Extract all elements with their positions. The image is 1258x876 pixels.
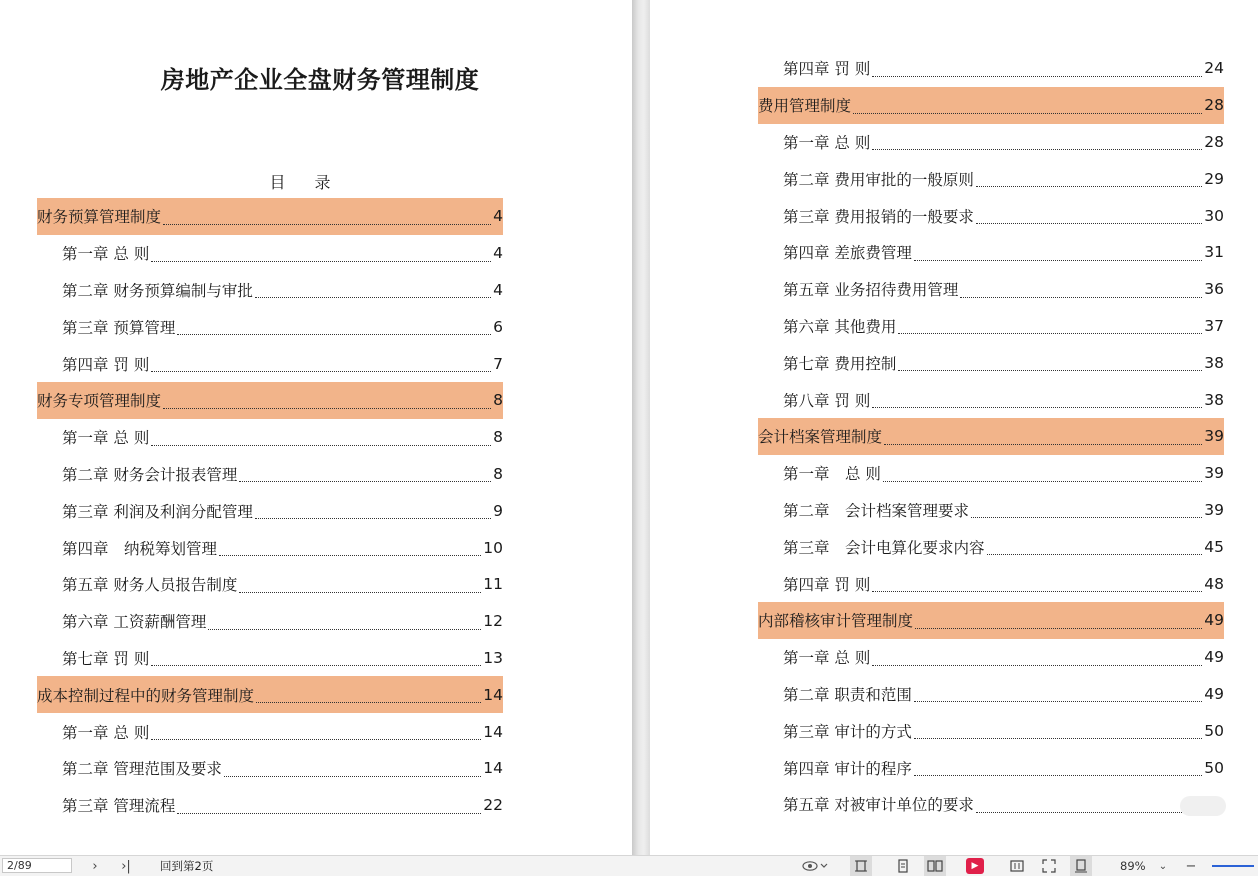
toc-entry-label: 第二章 职责和范围 bbox=[783, 685, 912, 704]
toc-dot-leader bbox=[219, 554, 481, 556]
toc-page-number: 37 bbox=[1204, 316, 1224, 335]
toc-chapter-entry[interactable] bbox=[37, 750, 503, 787]
toc-chapter-entry[interactable] bbox=[758, 455, 1224, 492]
status-bar bbox=[0, 855, 1258, 876]
toc-page-number: 12 bbox=[483, 612, 503, 631]
toc-chapter-entry[interactable] bbox=[37, 456, 503, 493]
toc-entry-label: 第五章 财务人员报告制度 bbox=[62, 576, 238, 595]
page-number-input[interactable] bbox=[2, 858, 72, 873]
toc-page-number: 49 bbox=[1204, 611, 1224, 630]
toc-entry-label: 第二章 费用审批的一般原则 bbox=[783, 170, 974, 189]
toc-page-number: 22 bbox=[483, 796, 503, 815]
toc-page-number: 24 bbox=[1204, 59, 1224, 78]
toc-chapter-entry[interactable] bbox=[37, 235, 503, 272]
eye-icon bbox=[802, 860, 828, 872]
fit-page-button[interactable] bbox=[1038, 856, 1060, 876]
toc-entry-label: 第八章 罚 则 bbox=[783, 391, 871, 410]
two-page-icon bbox=[927, 859, 943, 873]
toc-dot-leader bbox=[239, 591, 481, 593]
toc-chapter-entry[interactable] bbox=[758, 308, 1224, 345]
toc-page-number: 4 bbox=[493, 244, 503, 263]
zoom-slider[interactable] bbox=[1212, 865, 1254, 867]
toc-entry-label: 第一章 总 则 bbox=[783, 649, 871, 668]
toc-page-number: 8 bbox=[493, 428, 503, 447]
toc-page-number: 30 bbox=[1204, 206, 1224, 225]
toc-entry-label: 第二章 财务会计报表管理 bbox=[62, 465, 238, 484]
toc-page-number: 4 bbox=[493, 280, 503, 299]
toc-dot-leader bbox=[151, 738, 481, 740]
toc-chapter-entry[interactable] bbox=[758, 124, 1224, 161]
toc-page-number: 31 bbox=[1204, 243, 1224, 262]
toc-page-number: 39 bbox=[1204, 464, 1224, 483]
eye-protection-toggle[interactable] bbox=[800, 856, 830, 876]
toc-entry-label: 第四章 审计的程序 bbox=[783, 759, 912, 778]
toc-entry-label: 财务专项管理制度 bbox=[37, 392, 162, 411]
toc-chapter-entry[interactable] bbox=[37, 308, 503, 345]
toc-entry-label: 第二章 会计档案管理要求 bbox=[783, 501, 970, 520]
toc-chapter-entry[interactable] bbox=[37, 419, 503, 456]
toc-entry-label: 第一章 总 则 bbox=[783, 133, 871, 152]
toc-chapter-entry[interactable] bbox=[758, 50, 1224, 87]
toc-dot-leader bbox=[872, 75, 1202, 77]
toc-entry-label: 第一章 总 则 bbox=[783, 465, 881, 484]
toc-chapter-entry[interactable] bbox=[37, 603, 503, 640]
last-page-button[interactable] bbox=[115, 856, 137, 876]
toc-dot-leader bbox=[872, 406, 1202, 408]
toc-heading: 目 录 bbox=[269, 173, 331, 192]
toc-chapter-entry[interactable] bbox=[758, 565, 1224, 602]
toc-dot-leader bbox=[151, 370, 491, 372]
toc-chapter-entry[interactable] bbox=[758, 197, 1224, 234]
document-title: 房地产企业全盘财务管理制度 bbox=[160, 66, 480, 94]
toc-chapter-entry[interactable] bbox=[37, 640, 503, 677]
toc-chapter-entry[interactable] bbox=[37, 566, 503, 603]
toc-chapter-entry[interactable] bbox=[758, 492, 1224, 529]
toc-dot-leader bbox=[987, 553, 1203, 555]
toc-section-entry[interactable] bbox=[37, 198, 503, 235]
toc-page-number: 39 bbox=[1204, 500, 1224, 519]
toc-section-entry[interactable] bbox=[758, 602, 1224, 639]
fit-width-button[interactable] bbox=[1006, 856, 1028, 876]
toc-entry-label: 第四章 纳税筹划管理 bbox=[62, 539, 218, 558]
toc-page-number: 4 bbox=[493, 207, 503, 226]
toc-chapter-entry[interactable] bbox=[37, 492, 503, 529]
toc-page-number: 10 bbox=[483, 538, 503, 557]
toc-dot-leader bbox=[255, 296, 491, 298]
toc-section-entry[interactable] bbox=[758, 418, 1224, 455]
two-page-view-button[interactable] bbox=[924, 856, 946, 876]
toc-chapter-entry[interactable] bbox=[758, 344, 1224, 381]
toc-entry-label: 成本控制过程中的财务管理制度 bbox=[37, 686, 255, 705]
toc-chapter-entry[interactable] bbox=[37, 713, 503, 750]
toc-page-number: 6 bbox=[493, 317, 503, 336]
minus-icon: − bbox=[1185, 858, 1197, 874]
toc-entry-label: 第三章 预算管理 bbox=[62, 318, 176, 337]
toc-dot-leader bbox=[163, 407, 491, 409]
toc-page-number: 28 bbox=[1204, 132, 1224, 151]
single-page-icon bbox=[854, 859, 868, 873]
toc-dot-leader bbox=[853, 112, 1202, 114]
toc-dot-leader bbox=[177, 812, 481, 814]
toc-page-number: 14 bbox=[483, 722, 503, 741]
toc-page-number: 50 bbox=[1204, 721, 1224, 740]
toc-page-number: 49 bbox=[1204, 648, 1224, 667]
toc-page-number: 48 bbox=[1204, 574, 1224, 593]
page-view-icon bbox=[896, 859, 910, 873]
toc-page-number: 36 bbox=[1204, 280, 1224, 299]
next-page-button[interactable] bbox=[84, 856, 106, 876]
toc-dot-leader bbox=[884, 443, 1202, 445]
toc-page-number: 28 bbox=[1204, 96, 1224, 115]
toc-entry-label: 第六章 其他费用 bbox=[783, 317, 897, 336]
toc-dot-leader bbox=[915, 627, 1202, 629]
toc-entry-label: 第五章 业务招待费用管理 bbox=[783, 281, 959, 300]
toc-dot-leader bbox=[971, 516, 1202, 518]
toc-dot-leader bbox=[976, 811, 1202, 813]
toc-dot-leader bbox=[976, 222, 1202, 224]
toc-page-number: 38 bbox=[1204, 353, 1224, 372]
toc-entry-label: 第一章 总 则 bbox=[62, 245, 150, 264]
toc-entry-label: 第二章 财务预算编制与审批 bbox=[62, 281, 253, 300]
toc-chapter-entry[interactable] bbox=[758, 381, 1224, 418]
toc-section-entry[interactable] bbox=[758, 87, 1224, 124]
toc-section-entry[interactable] bbox=[37, 382, 503, 419]
toc-dot-leader bbox=[914, 737, 1202, 739]
toc-dot-leader bbox=[872, 148, 1202, 150]
chevron-right-icon: › bbox=[92, 858, 98, 874]
play-presentation-button[interactable] bbox=[964, 856, 986, 876]
toc-entry-label: 第七章 罚 则 bbox=[62, 649, 150, 668]
toc-entry-label: 第七章 费用控制 bbox=[783, 354, 897, 373]
toc-list-left bbox=[37, 198, 503, 824]
toc-dot-leader bbox=[151, 664, 481, 666]
toc-entry-label: 第一章 总 则 bbox=[62, 723, 150, 742]
toc-entry-label: 第四章 罚 则 bbox=[783, 575, 871, 594]
toc-entry-label: 第三章 审计的方式 bbox=[783, 722, 912, 741]
toc-chapter-entry[interactable] bbox=[758, 271, 1224, 308]
toc-dot-leader bbox=[883, 480, 1202, 482]
toc-chapter-entry[interactable] bbox=[758, 676, 1224, 713]
toc-entry-label: 第四章 罚 则 bbox=[62, 355, 150, 374]
toc-page-number: 11 bbox=[483, 575, 503, 594]
page-gutter bbox=[632, 0, 650, 855]
zoom-level[interactable]: 89% bbox=[1120, 859, 1146, 873]
toc-dot-leader bbox=[960, 296, 1202, 298]
toc-dot-leader bbox=[177, 333, 491, 335]
continuous-view-button[interactable] bbox=[892, 856, 914, 876]
toc-page-number: 9 bbox=[493, 501, 503, 520]
toc-page-number: 13 bbox=[483, 648, 503, 667]
page-fit-icon bbox=[1074, 859, 1088, 873]
skip-to-end-icon: ›| bbox=[121, 858, 131, 874]
toc-chapter-entry[interactable] bbox=[37, 345, 503, 382]
toc-chapter-entry[interactable] bbox=[758, 160, 1224, 197]
toc-entry-label: 财务预算管理制度 bbox=[37, 208, 162, 227]
toc-dot-leader bbox=[914, 259, 1202, 261]
play-icon: ▶ bbox=[966, 858, 984, 874]
toc-dot-leader bbox=[872, 590, 1202, 592]
toc-page-number: 8 bbox=[493, 391, 503, 410]
toc-entry-label: 第三章 费用报销的一般要求 bbox=[783, 207, 974, 226]
toc-page-number: 8 bbox=[493, 464, 503, 483]
toc-dot-leader bbox=[914, 774, 1202, 776]
toc-entry-label: 第五章 对被审计单位的要求 bbox=[783, 796, 974, 815]
toc-page-number: 39 bbox=[1204, 427, 1224, 446]
toc-page-number: 29 bbox=[1204, 169, 1224, 188]
toc-section-entry[interactable] bbox=[37, 676, 503, 713]
toc-page-number: 50 bbox=[1204, 758, 1224, 777]
toc-entry-label: 第三章 会计电算化要求内容 bbox=[783, 538, 985, 557]
toc-page-number: 45 bbox=[1204, 537, 1224, 556]
toc-entry-label: 第一章 总 则 bbox=[62, 429, 150, 448]
toc-page-number: 14 bbox=[483, 759, 503, 778]
toc-chapter-entry[interactable] bbox=[758, 786, 1224, 823]
toc-chapter-entry[interactable] bbox=[758, 639, 1224, 676]
toc-dot-leader bbox=[151, 260, 491, 262]
toc-chapter-entry[interactable] bbox=[37, 787, 503, 824]
toc-dot-leader bbox=[914, 700, 1202, 702]
toc-entry-label: 会计档案管理制度 bbox=[758, 428, 883, 447]
toc-page-number: 7 bbox=[493, 354, 503, 373]
zoom-dropdown-button[interactable] bbox=[1152, 856, 1174, 876]
original-size-button[interactable] bbox=[1070, 856, 1092, 876]
watermark-badge bbox=[1180, 796, 1226, 816]
toc-dot-leader bbox=[976, 185, 1202, 187]
toc-chapter-entry[interactable] bbox=[758, 749, 1224, 786]
toc-chapter-entry[interactable] bbox=[758, 234, 1224, 271]
toc-entry-label: 第六章 工资薪酬管理 bbox=[62, 613, 207, 632]
fullscreen-icon bbox=[1042, 859, 1056, 873]
toc-dot-leader bbox=[151, 444, 491, 446]
toc-chapter-entry[interactable] bbox=[758, 528, 1224, 565]
back-to-page-link[interactable]: 回到第2页 bbox=[160, 859, 214, 873]
zoom-out-button[interactable] bbox=[1180, 856, 1202, 876]
toc-dot-leader bbox=[239, 480, 491, 482]
toc-dot-leader bbox=[872, 664, 1202, 666]
toc-entry-label: 第三章 利润及利润分配管理 bbox=[62, 502, 253, 521]
toc-dot-leader bbox=[255, 517, 491, 519]
toc-entry-label: 费用管理制度 bbox=[758, 97, 852, 116]
toc-chapter-entry[interactable] bbox=[37, 272, 503, 309]
toc-entry-label: 内部稽核审计管理制度 bbox=[758, 612, 914, 631]
toc-dot-leader bbox=[208, 628, 481, 630]
toc-list-right bbox=[758, 50, 1224, 823]
toc-chapter-entry[interactable] bbox=[37, 529, 503, 566]
toc-page-number: 14 bbox=[483, 685, 503, 704]
toc-dot-leader bbox=[224, 775, 481, 777]
toc-page-number: 49 bbox=[1204, 684, 1224, 703]
toc-dot-leader bbox=[898, 369, 1202, 371]
toc-dot-leader bbox=[163, 223, 491, 225]
toc-chapter-entry[interactable] bbox=[758, 712, 1224, 749]
fit-width-icon bbox=[1010, 859, 1024, 873]
toc-dot-leader bbox=[256, 701, 481, 703]
toc-entry-label: 第四章 罚 则 bbox=[783, 60, 871, 79]
single-page-view-button[interactable] bbox=[850, 856, 872, 876]
chevron-down-icon: ⌄ bbox=[1158, 860, 1168, 872]
toc-entry-label: 第二章 管理范围及要求 bbox=[62, 760, 222, 779]
toc-dot-leader bbox=[898, 332, 1202, 334]
toc-page-number: 38 bbox=[1204, 390, 1224, 409]
toc-entry-label: 第三章 管理流程 bbox=[62, 797, 176, 816]
toc-entry-label: 第四章 差旅费管理 bbox=[783, 244, 912, 263]
